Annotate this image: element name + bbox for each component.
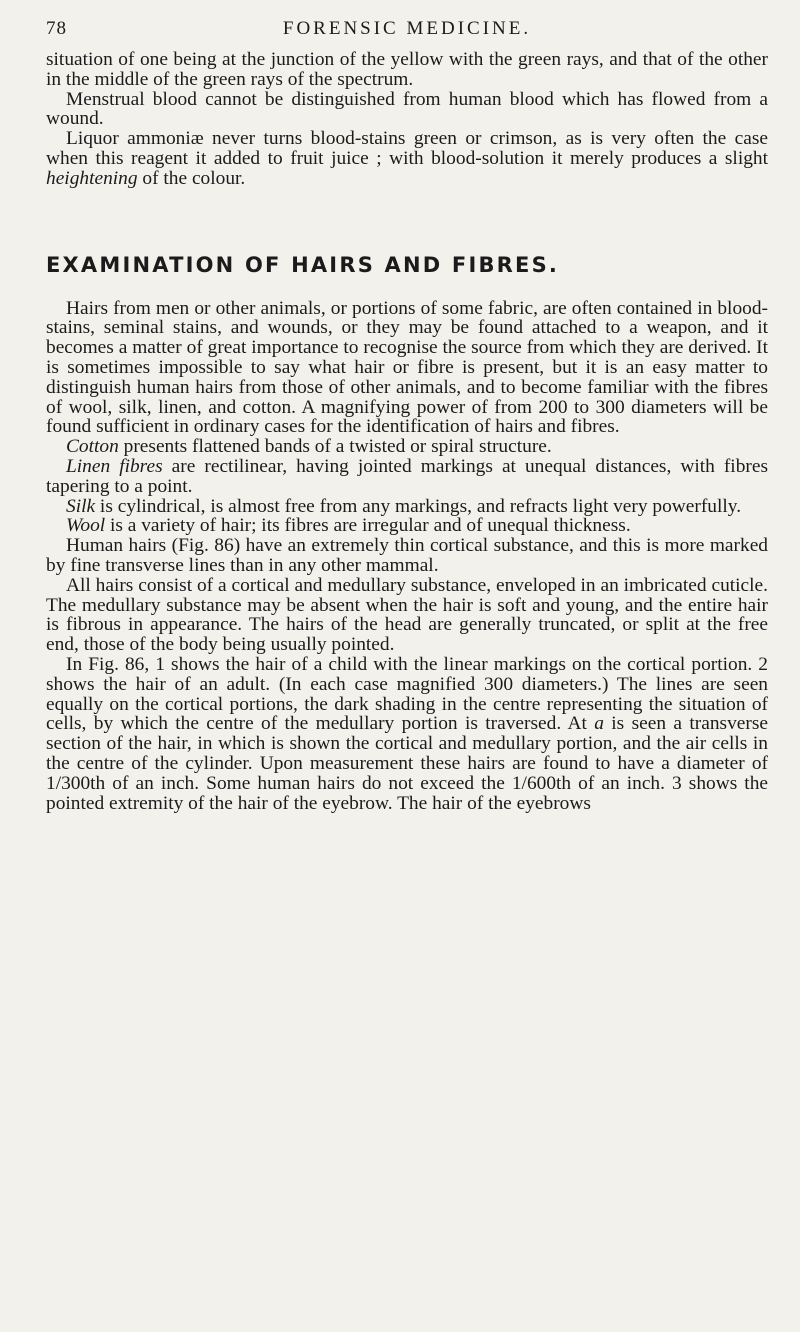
fibre-description: is a variety of hair; its fibres are irregular and of unequal thickness. xyxy=(105,515,631,537)
paragraph-hairs-intro: Hairs from men or other animals, or portions of some fabric, are often contained in blood-stains, seminal stains, and wounds, or they may be found attached to a weapon, and it becomes a matter of great importance to recognise the source from which they are derived. It is sometimes impossible to say what hair or fibre is present, but it is an easy matter to distinguish human hairs from those of other animals, and to become familiar with the fibres of wool, silk, linen, and cotton. A magnifying power of from 200 to 300 diameters will be found sufficient in ordinary cases for the identification of hairs and fibres. xyxy=(46,297,768,438)
page-number: 78 xyxy=(46,18,67,39)
liquor-text-after: of the colour. xyxy=(137,167,246,189)
fibre-description: is cylindrical, is almost free from any markings, and refracts light very powerfully. xyxy=(95,495,742,517)
paragraph-fig-86 xyxy=(46,655,768,813)
paragraph-hair-structure: All hairs consist of a cortical and medullary substance, enveloped in an imbricated cuticle. The medullary substance may be absent when the hair is soft and young, and the entire hair is fibrous in appearance. The hairs of the head are generally truncated, or split at the free end, those of the body being usually pointed. xyxy=(46,574,768,656)
paragraph-menstrual-blood: Menstrual blood cannot be distinguished from human blood which has flowed from a wound. xyxy=(46,88,768,130)
fig-text-b: is seen a transverse section of the hair, in which is shown the cortical and medullary portion, and the air cells in the centre of the cylinder. Upon measurement these hairs are found to have a diameter of xyxy=(46,713,768,774)
liquor-emphasis: heightening xyxy=(46,167,138,189)
paragraph-silk xyxy=(46,497,768,517)
fig-text-a: In Fig. 86, 1 shows the hair of a child with the linear markings on the cortical portion. 2 shows the hair of an adult. (In each case magnified 300 diameters.) The lines are seen equally on the cortical portions, the dark shading in the centre representing the situation of cells, by which the centre of the medullary portion is traversed. At xyxy=(46,653,768,735)
fibre-term: Silk xyxy=(66,495,96,517)
fibre-term: Linen fibres xyxy=(66,455,163,477)
paragraph-human-hairs: Human hairs (Fig. 86) have an extremely thin cortical substance, and this is more marked by fine transverse lines than in any other mammal. xyxy=(46,535,768,576)
running-title: FORENSIC MEDICINE. xyxy=(282,18,532,39)
section-heading: EXAMINATION OF HAIRS AND FIBRES. xyxy=(46,252,560,277)
running-head xyxy=(46,14,768,50)
fig-text-c: th of an inch. Some human hairs do not exceed the xyxy=(90,772,512,794)
fibre-term: Wool xyxy=(66,515,106,537)
fibre-description: are rectilinear, having jointed markings at unequal distances, with fibres tapering to a point. xyxy=(46,455,768,497)
fig-text-d: th of an inch. 3 shows the pointed extremity of the hair of the eyebrow. The hair of the eyebrows xyxy=(46,772,768,814)
paragraph-liquor-ammoniae xyxy=(46,129,768,188)
fraction-1-600: 1/600 xyxy=(511,772,557,794)
paragraph-cotton xyxy=(46,437,768,457)
paragraph-linen xyxy=(46,457,768,497)
liquor-text-before: Liquor ammoniæ never turns blood-stains green or crimson, as is very often the case when this reagent it added to fruit juice ; with blood-solution it merely produces a slight xyxy=(46,128,768,169)
fibre-term: Cotton xyxy=(66,436,119,458)
fig-letter-a: a xyxy=(594,713,604,735)
paragraph-wool xyxy=(46,516,768,536)
paragraph-spectrum: situation of one being at the junction of the yellow with the green rays, and that of the other in the middle of the green rays of the spectrum. xyxy=(46,49,768,90)
fibre-description: presents flattened bands of a twisted or spiral structure. xyxy=(118,436,552,458)
fraction-1-300: 1/300 xyxy=(46,772,91,794)
